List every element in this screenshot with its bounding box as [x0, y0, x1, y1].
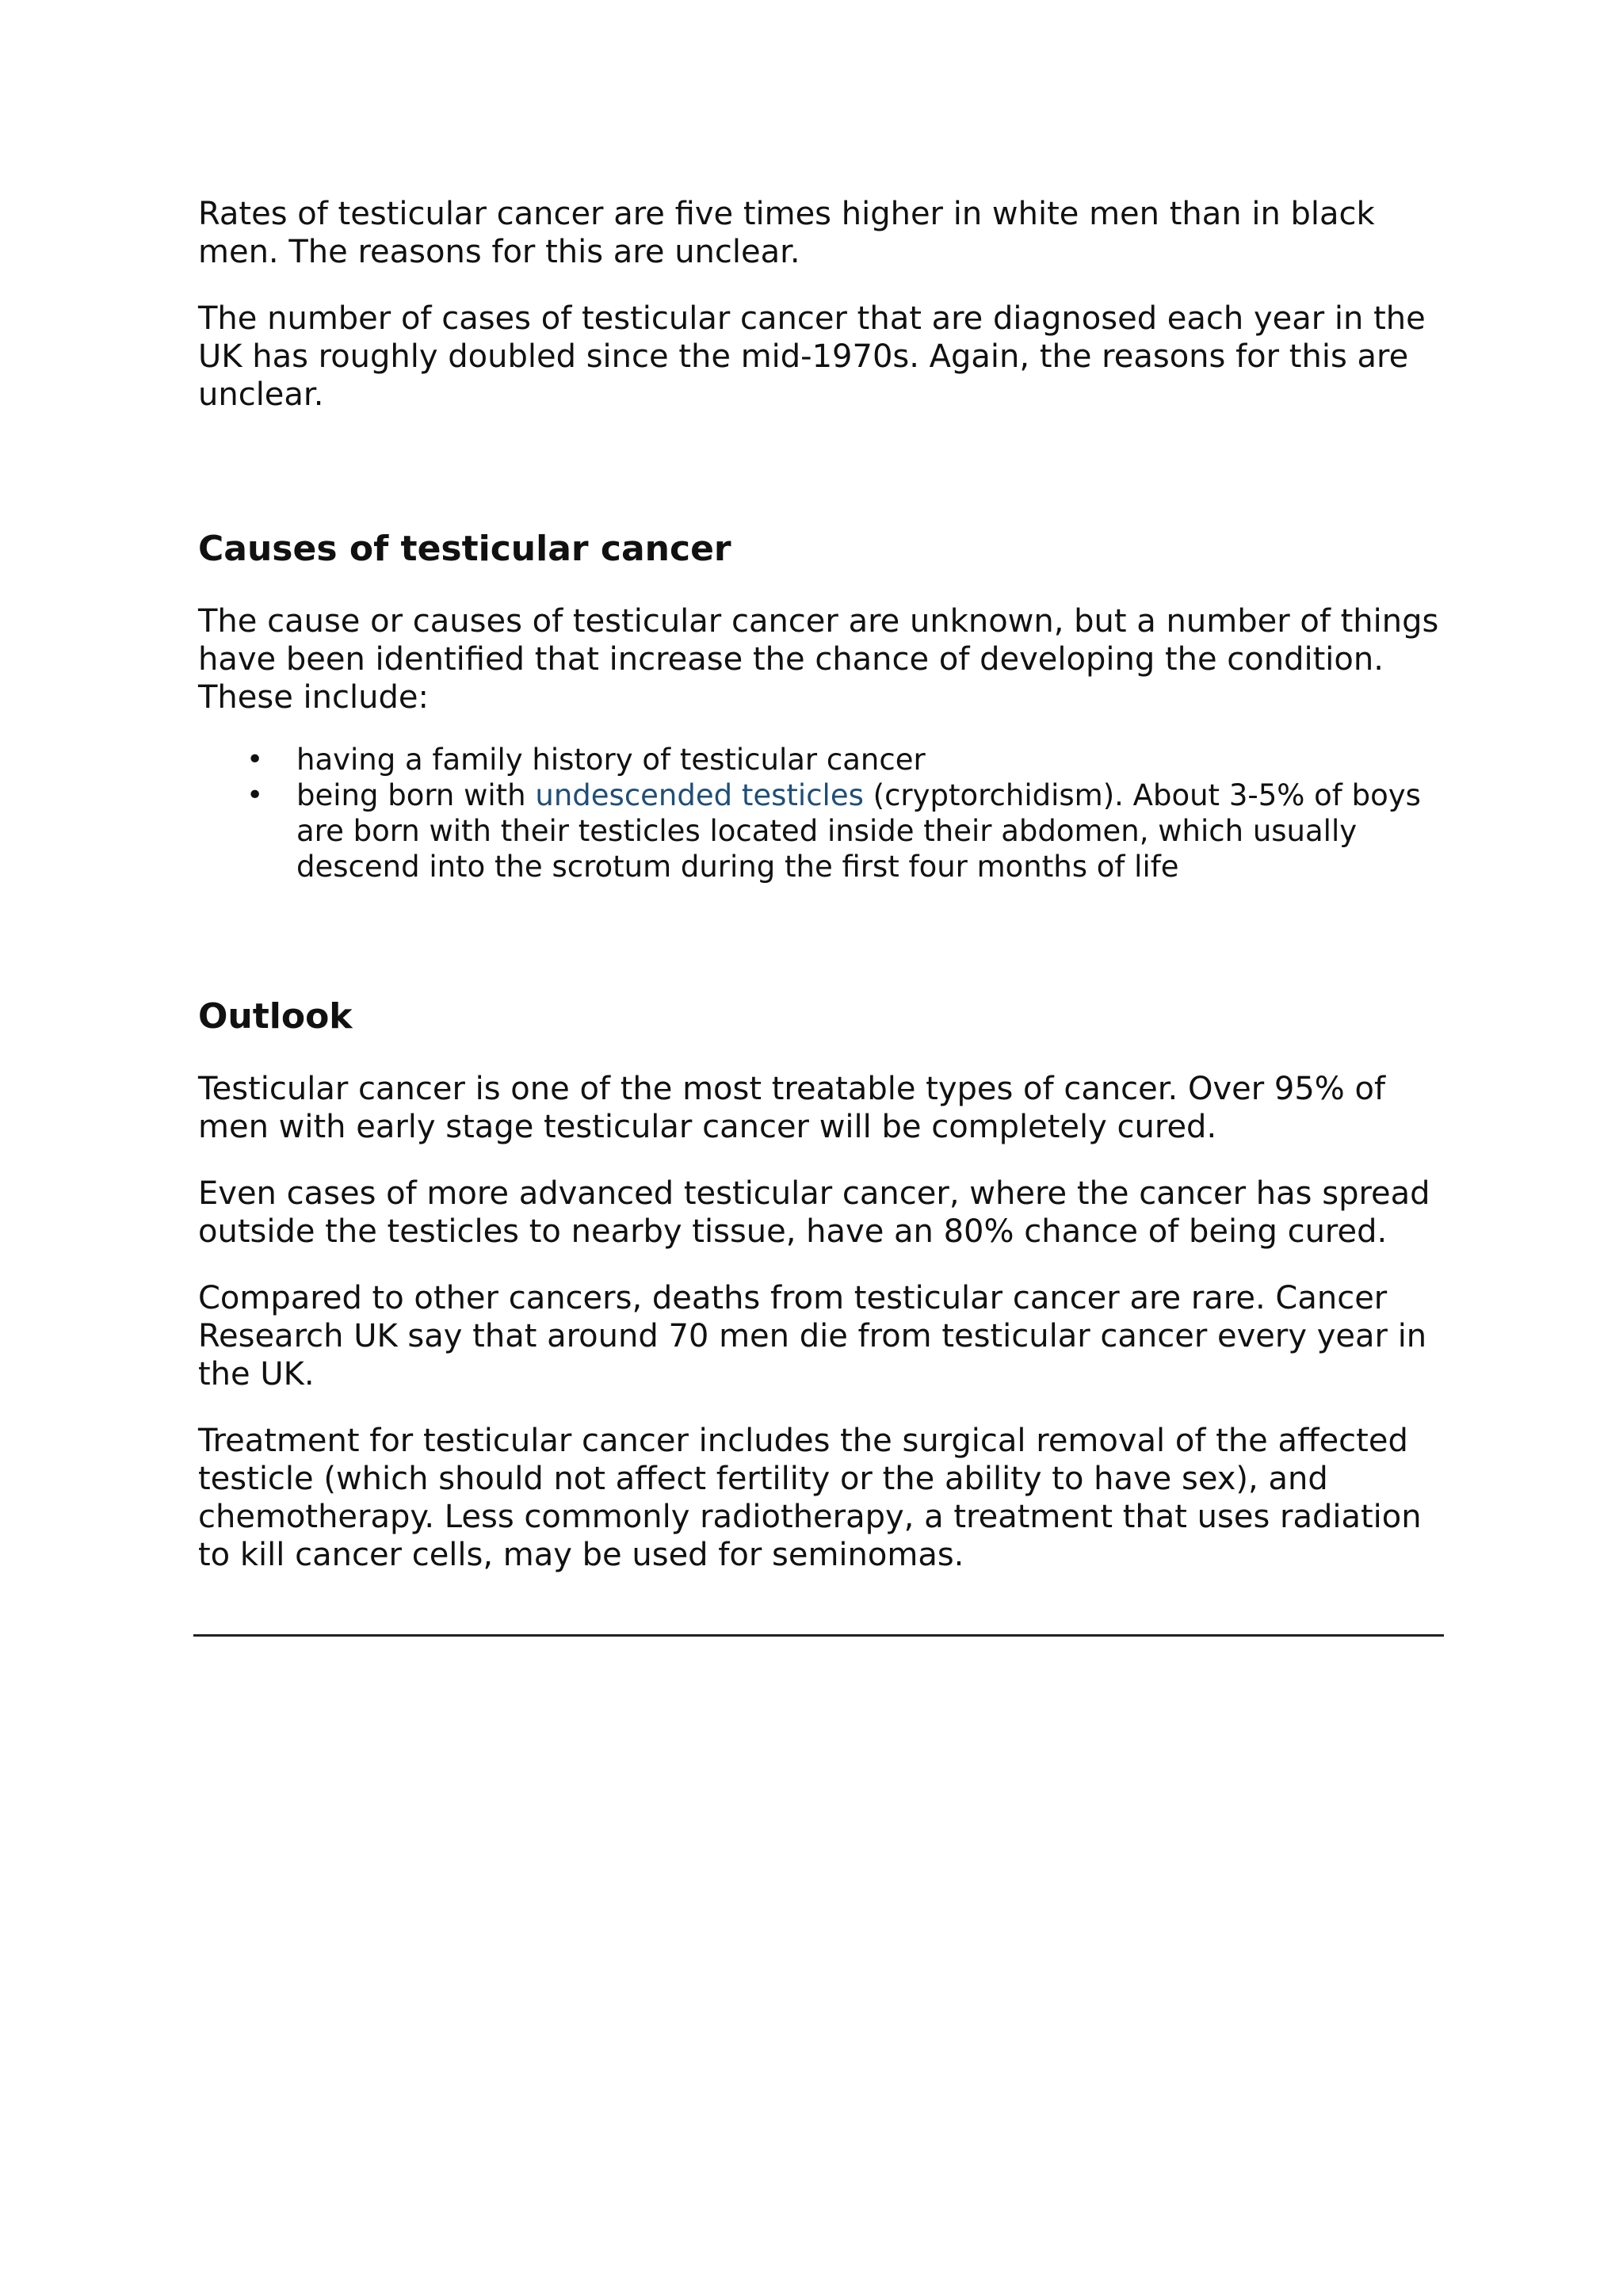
intro-paragraph-incidence: The number of cases of testicular cancer that are diagnosed each year in the UK has roughly doubled since the mid-1970s. Again, the reasons for this are unclear. [198, 300, 1426, 413]
section-spacer [198, 884, 1442, 995]
intro-paragraph-ethnicity: Rates of testicular cancer are five times higher in white men than in black men. The reasons for this are unclear. [198, 196, 1375, 270]
bullet-icon: • [246, 743, 264, 776]
undescended-testicles-link[interactable]: undescended testicles [535, 778, 864, 812]
outlook-heading: Outlook [198, 996, 353, 1037]
outlook-paragraph-treatment: Treatment for testicular cancer includes the surgical removal of the affected testicle (which should not affect fertility or the ability to have sex), and chemotherapy. Less commonly radiotherapy, a treatment that uses radiation to kill cancer cells, may be used for seminomas. [198, 1423, 1422, 1573]
list-item-text-after: (cryptorchidism). About 3-5% of boys are born with their testicles located inside their abdomen, which usually descend into the scrotum during the first four months of life [296, 778, 1421, 884]
horizontal-rule [193, 1634, 1444, 1637]
risk-factor-list [198, 742, 1442, 884]
list-item-text-before: being born with [296, 778, 536, 812]
document-page [198, 195, 1442, 1637]
outlook-paragraph-advanced: Even cases of more advanced testicular cancer, where the cancer has spread outside the testicles to nearby tissue, have an 80% chance of being cured. [198, 1175, 1430, 1250]
causes-intro-paragraph: The cause or causes of testicular cancer are unknown, but a number of things have been identified that increase the chance of developing the condition. These include: [198, 603, 1439, 716]
outlook-paragraph-treatable: Testicular cancer is one of the most treatable types of cancer. Over 95% of men with early stage testicular cancer will be completely cured. [198, 1071, 1386, 1145]
rule-spacer [198, 1603, 1442, 1634]
heading-spacer [198, 1038, 1442, 1070]
list-item [246, 777, 1442, 884]
section-spacer [198, 442, 1442, 528]
list-item-text: having a family history of testicular cancer [296, 743, 926, 777]
bullet-icon: • [246, 779, 264, 812]
outlook-paragraph-deaths: Compared to other cancers, deaths from testicular cancer are rare. Cancer Research UK say that around 70 men die from testicular cancer every year in the UK. [198, 1280, 1427, 1392]
list-item [246, 742, 1442, 777]
causes-heading: Causes of testicular cancer [198, 529, 731, 569]
heading-spacer [198, 571, 1442, 602]
